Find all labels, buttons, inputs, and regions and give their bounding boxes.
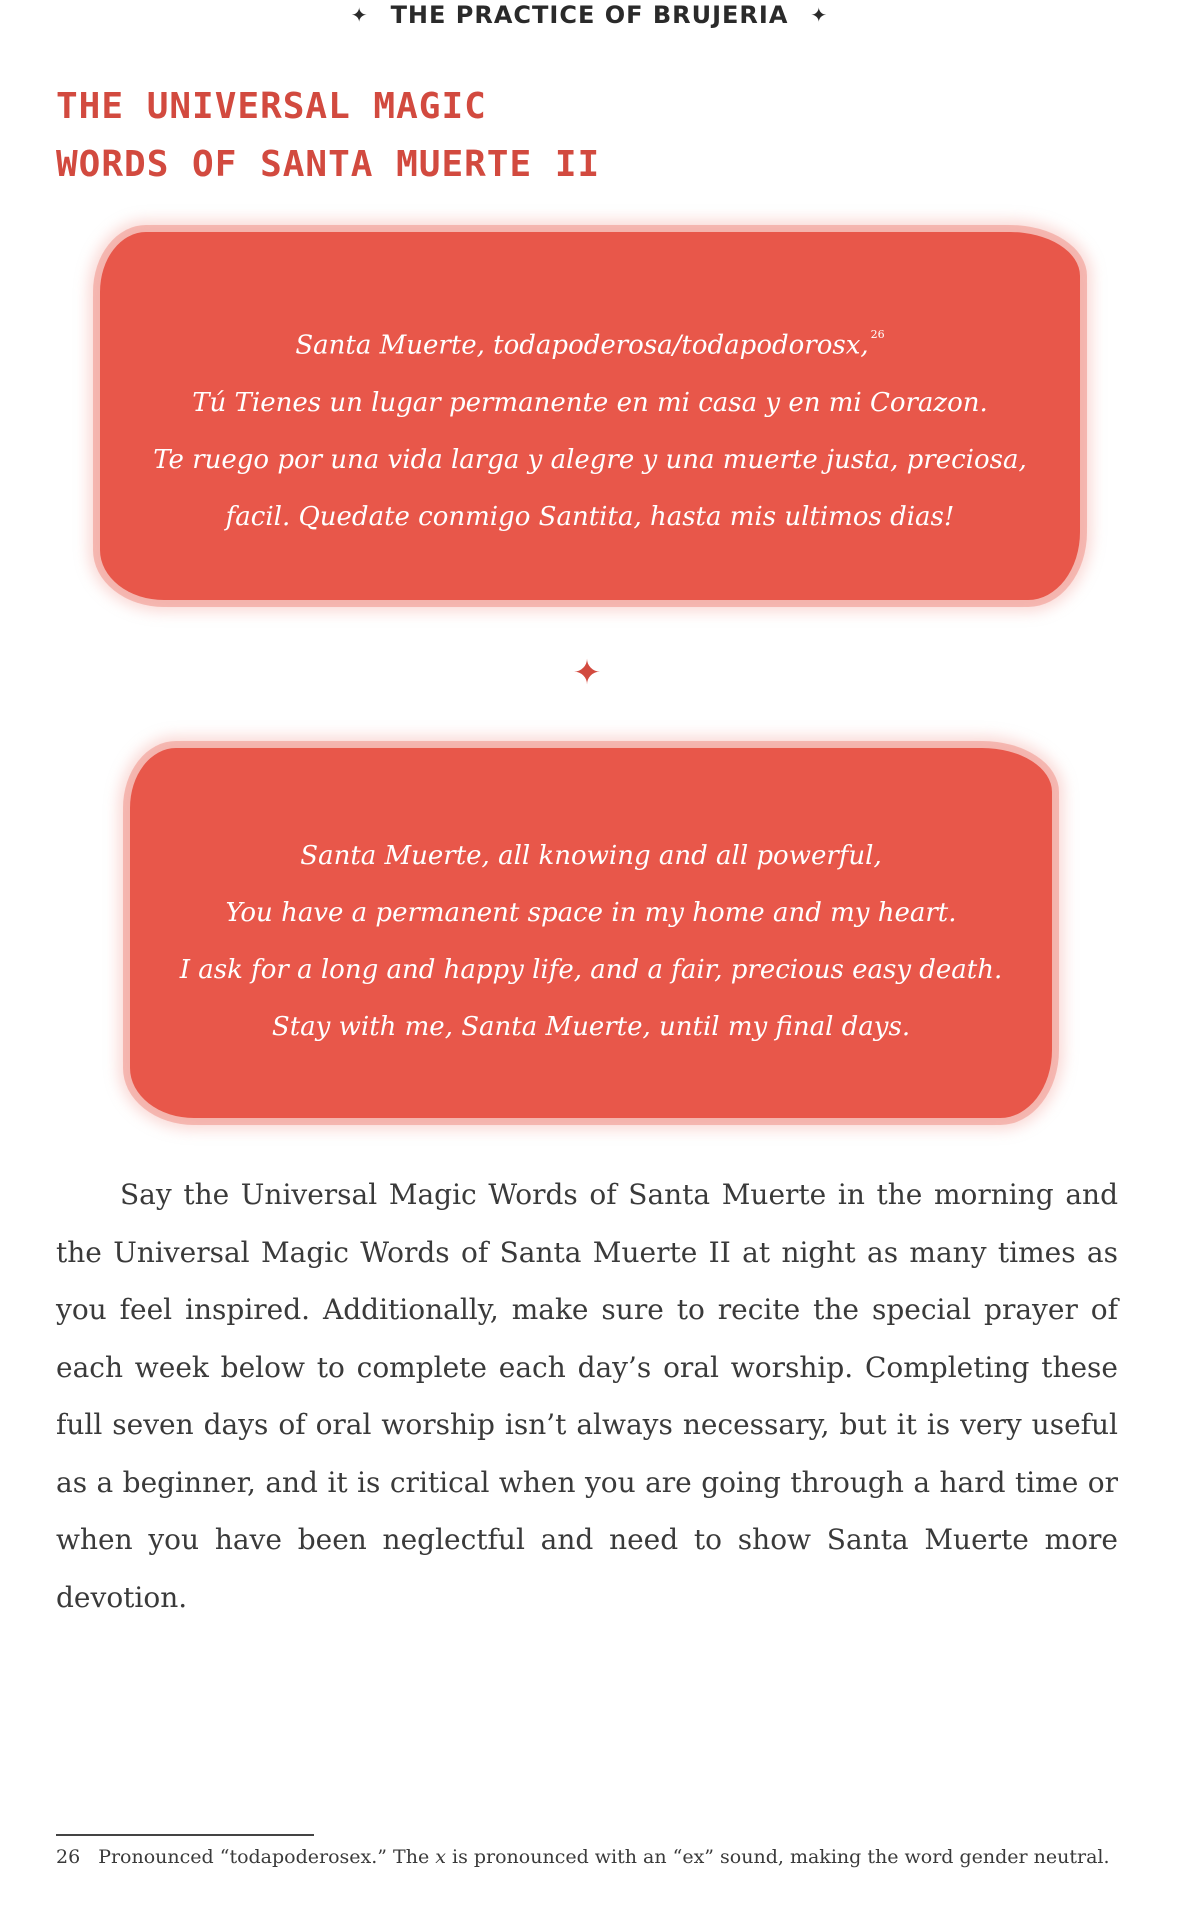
spanish-prayer-line-2: Tú Tienes un lugar permanente en mi casa y en mi Corazon. [192,387,988,418]
spanish-prayer-line-1-text: Santa Muerte, todapoderosa/todapodorosx, [295,330,869,361]
english-prayer-lines [130,828,1052,1056]
left-star-ornament-icon: ✦ [350,3,369,27]
english-prayer-line-3: I ask for a long and happy life, and a fair, precious easy death. [179,955,1003,985]
body-paragraph: Say the Universal Magic Words of Santa Muerte in the morning and the Universal Magic Words of Santa Muerte II at night as many times as you feel inspired. Additionally, make sure to recite the special prayer of each week below to complete each day’s oral worship. Completing these full seven days of oral worship isn’t always necessary, but it is very useful as a beginner, and it is critical when you are going through a hard time or when you have been neglectful and need to show Santa Muerte more devotion. [56,1178,1118,1614]
spanish-prayer-line-4: facil. Quedate conmigo Santita, hasta mis ultimos dias! [225,501,955,532]
spanish-prayer-lines [100,312,1080,546]
running-head [0,0,1179,30]
spanish-prayer-line-1 [100,312,1080,375]
footnote-reference[interactable]: 26 [870,328,885,341]
running-head-text: THE PRACTICE OF BRUJERIA [390,1,789,29]
spanish-prayer-box [100,232,1080,600]
english-prayer-line-4: Stay with me, Santa Muerte, until my final days. [271,1012,911,1042]
footnote [56,1843,1120,1872]
footnote-text-after: is pronounced with an “ex” sound, making the word gender neutral. [445,1846,1110,1868]
english-prayer-line-2: You have a permanent space in my home and my heart. [225,898,957,928]
section-title [56,78,600,194]
section-title-line-2: WORDS OF SANTA MUERTE II [56,144,601,185]
footnote-emphasis: x [435,1846,446,1868]
divider-star-icon: ✦ [572,653,602,693]
section-title-line-1: THE UNIVERSAL MAGIC [56,86,487,127]
english-prayer-box [130,748,1052,1118]
footnote-divider [56,1834,314,1836]
english-prayer-line-1: Santa Muerte, all knowing and all powerful, [300,841,882,871]
spanish-prayer-line-3: Te ruego por una vida larga y alegre y una muerte justa, preciosa, [153,444,1027,475]
footnote-text-before: Pronounced “todapoderosex.” The [98,1846,436,1868]
right-star-ornament-icon: ✦ [810,3,829,27]
footnote-number: 26 [56,1846,81,1868]
